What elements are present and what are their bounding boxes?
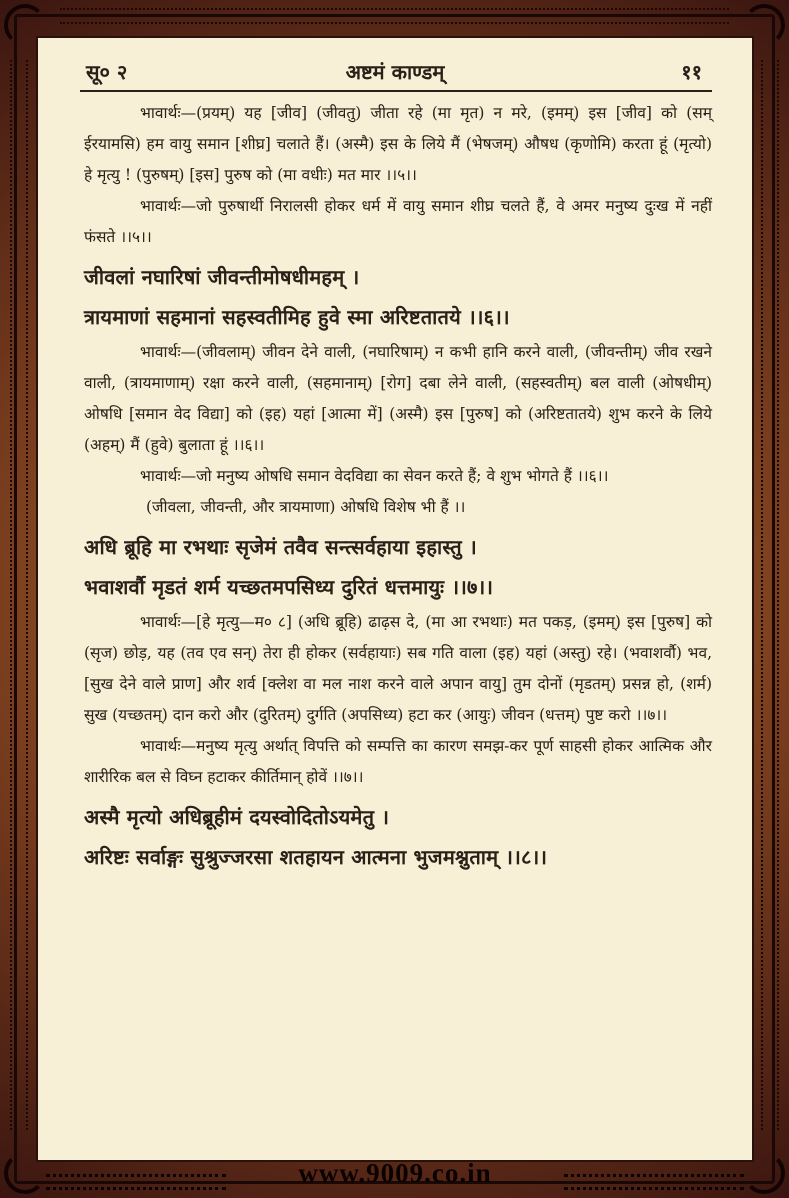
mantra-line: भवाशर्वौ मृडतं शर्म यच्छतमपसिध्य दुरितं धत्तमायुः ।।७।। bbox=[84, 575, 494, 599]
summary-paragraph: भावार्थः—जो मनुष्य ओषधि समान वेदविद्या का सेवन करते हैं; वे शुभ भोगते हैं ।।६।। bbox=[140, 467, 609, 485]
page-header bbox=[38, 58, 752, 86]
meaning-paragraph: भावार्थः—(प्रयम्) यह [जीव] (जीवतु) जीता रहे (मा मृत) न मरे, (इमम्) इस [जीव] को (सम् ईरयामसि) हम वायु समान [शीघ्र] चलाते हैं। (अस्मै) इस के लिये मैं (भेषजम्) औषध (कृणोमि) करता हूं (मृत्यो) हे मृत्यु ! (पुरुषम्) [इस] पुरुष को (मा वधीः) मत मार ।।५।। bbox=[84, 104, 712, 184]
sutra-number: सू० २ bbox=[86, 60, 128, 84]
meaning-paragraph: भावार्थः—[हे मृत्यु—म० ८] (अधि ब्रूहि) ढाढ़स दे, (मा आ रभथाः) मत पकड़, (इमम्) इस [पुरुष] को (सृज) छोड़, यह (तव एव सन्) तेरा ही होकर (सर्वहायाः) सब गति वाला (इह) यहां (अस्तु) रहे। (भवाशर्वौ) भव, [सुख देने वाले प्राण] और शर्व [क्लेश वा मल नाश करने वाले अपान वायु] तुम दोनों (मृडतम्) प्रसन्न हो, (शर्म) सुख (यच्छतम्) दान करो और (दुरितम्) दुर्गति (अपसिध्य) हटा कर (आयुः) जीवन (धत्तम्) पुष्ट करो ।।७।। bbox=[84, 613, 712, 724]
side-scroll-ornament bbox=[761, 60, 779, 1130]
summary-paragraph: भावार्थः—जो पुरुषार्थी निरालसी होकर धर्म में वायु समान शीघ्र चलते हैं, वे अमर मनुष्य दुःख में नहीं फंसते ।।५।। bbox=[84, 197, 712, 246]
mantra-line: जीवलां नघारिषां जीवन्तीमोषधीमहम् । bbox=[84, 265, 360, 289]
page-footer bbox=[36, 1158, 754, 1196]
note-line: (जीवला, जीवन्ती, और त्रायमाणा) ओषधि विशेष भी हैं ।। bbox=[146, 498, 466, 516]
mantra-line: अरिष्टः सर्वाङ्गः सुश्रुज्जरसा शतहायन आत्मना भुजमश्नुताम् ।।८।। bbox=[84, 845, 548, 869]
summary-paragraph: भावार्थः—मनुष्य मृत्यु अर्थात् विपत्ति को सम्पत्ति का कारण समझ-कर पूर्ण साहसी होकर आत्मिक और शारीरिक बल से विघ्न हटाकर कीर्तिमान् होवें ।।७।। bbox=[84, 737, 712, 786]
mantra-line: अस्मै मृत्यो अधिब्रूहीमं दयस्वोदितोऽयमेतु । bbox=[84, 805, 390, 829]
header-rule bbox=[80, 90, 712, 92]
page-content bbox=[84, 98, 712, 877]
meaning-paragraph: भावार्थः—(जीवलाम्) जीवन देने वाली, (नघारिषाम्) न कभी हानि करने वाली, (जीवन्तीम्) जीव रखने वाली, (त्रायमाणाम्) रक्षा करने वाली, (सहमानाम्) [रोग] दबा लेने वाली, (सहस्वतीम्) बल वाली (ओषधीम्) ओषधि [समान वेद विद्या] को (इह) यहां [आत्मा में] (अस्मै) इस [पुरुष] को (अरिष्टतातये) शुभ करने के लिये (अहम्) मैं (हुवे) बुलाता हूं ।।६।। bbox=[84, 343, 712, 454]
website-link[interactable]: www.9009.co.in bbox=[298, 1158, 492, 1188]
top-scroll-ornament bbox=[60, 8, 729, 24]
side-scroll-ornament bbox=[10, 60, 28, 1130]
mantra-line: त्रायमाणां सहमानां सहस्वतीमिह हुवे स्मा अरिष्टतातये ।।६।। bbox=[84, 305, 510, 329]
page-number: ११ bbox=[681, 60, 702, 84]
scanned-page bbox=[36, 36, 754, 1162]
book-title: अष्टमं काण्डम् bbox=[345, 60, 445, 84]
mantra-line: अधि ब्रूहि मा रभथाः सृजेमं तवैव सन्त्सर्वहाया इहास्तु । bbox=[84, 535, 477, 559]
